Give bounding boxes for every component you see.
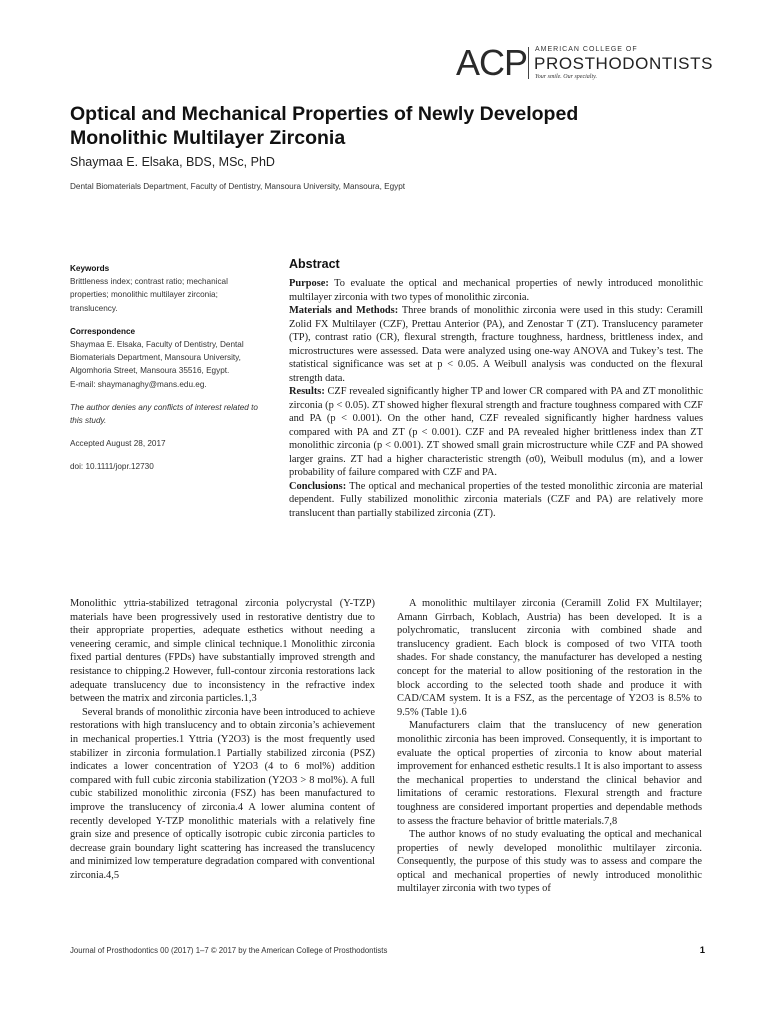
body-paragraph: Monolithic yttria-stabilized tetragonal zirconia polycrystal (Y-TZP) materials have been progressively used in restorative dentistry due to their appropriate properties, adequate esthetics without needing a veneering ceramic, and simple clinical technique.1 Monolithic zirconia fixed partial dentures (FPDs) have substantially improved strength and resistance to chipping.2 However, full-contour zirconia restorations lack adequate translucency due to inconsistency in the refractive index between the matrix and zirconia particles.1,3 <box>70 598 375 705</box>
keywords-text: Brittleness index; contrast ratio; mechanical properties; monolithic multilayer zirconia; translucency. <box>70 277 228 313</box>
correspondence-email[interactable]: E-mail: shaymanaghy@mans.edu.eg. <box>70 379 207 389</box>
accepted-date: Accepted August 28, 2017 <box>70 439 166 449</box>
body-column-right <box>397 597 702 896</box>
abstract-body <box>289 277 703 520</box>
logo-mark: ACP <box>456 42 528 83</box>
abstract-heading: Abstract <box>289 257 340 271</box>
body-paragraph: A monolithic multilayer zirconia (Ceramill Zolid FX Multilayer; Amann Girrbach, Koblach, Austria) has been developed. It is a polychromatic, translucent zirconia with combined shade and translucency gradient. Each block is composed of two VITA tooth shades. For shade constancy, the manufacturer has developed a nesting concept for the material to allow positioning of the restoration in the block according to the selected tooth shade and produce it with CAD/CAM system. It is a FSZ, as the percentage of Y2O3 is 8.5% to 9.5% (Table 1).6 <box>397 598 702 718</box>
page-number: 1 <box>699 945 705 956</box>
paper-affiliation: Dental Biomaterials Department, Faculty of Dentistry, Mansoura University, Mansoura, Egypt <box>70 182 406 191</box>
body-paragraph: The author knows of no study evaluating the optical and mechanical properties of newly developed monolithic multilayer zirconia. Consequently, the purpose of this study was to assess and compare the optical and mechanical properties of newly introduced monolithic multilayer zirconia with two types of <box>397 829 702 895</box>
methods-text: Three brands of monolithic zirconia were used in this study: Ceramill Zolid FX Multilayer (CZF), Prettau Anterior (PA), and Zenostar T (ZT). Translucency parameter (TP), contrast ratio (CR), flexural strength, fracture toughness, hardness, brittleness index, and microstructures were assessed. Data were analyzed using one-way ANOVA and Tukey’s test. The statistical significance was set at p < 0.05. A Weibull analysis was conducted on the flexural strength data. <box>289 305 703 384</box>
abstract <box>289 257 703 520</box>
body-paragraph: Manufacturers claim that the translucency of new generation monolithic zirconia has been improved. Consequently, it is important to evaluate the optical properties of zirconia to know about material improvement for enhanced esthetic results.1 It is also important to assess the mechanical properties to understand the clinical behavior and limitations of ceramic restorations. Flexural strength and fracture toughness are considered important properties and dependable methods to assess the fracture behavior of brittle materials.7,8 <box>397 720 702 827</box>
paper-title: Optical and Mechanical Properties of Newly Developed Monolithic Multilayer Zirconia <box>70 103 579 149</box>
conclusions-text: The optical and mechanical properties of the tested monolithic zirconia are material dependent. Fully stabilized monolithic zirconia materials (CZF and PA) are relatively more translucent than partially stabilized zirconia (ZT). <box>289 480 703 519</box>
results-label: Results: <box>289 386 325 397</box>
body-paragraph: Several brands of monolithic zirconia have been introduced to achieve restorations with high translucency and to obtain zirconia’s achievement in mechanical properties.1 Yttria (Y2O3) is the most frequently used stabilizer in zirconia formulation.1 Partially stabilized zirconia (PSZ) indicates a lower concentration of Y2O3 (4 to 6 mol%) addition compared with full cubic zirconia stabilization (Y2O3 > 8 mol%). A full cubic stabilized monolithic zirconia (FSZ) has been manufactured to improve the translucency of zirconia.4 A lower alumina content of recently developed Y-TZP monolithic materials with a relatively fine grain size and presence of optically isotropic cubic zirconia particles to decrease grain boundary light scattering has increased the translucency and minimized low temperature degradation compared with conventional zirconia.4,5 <box>70 706 375 881</box>
page-footer <box>70 946 705 955</box>
doi[interactable]: doi: 10.1111/jopr.12730 <box>70 462 154 472</box>
purpose-text: To evaluate the optical and mechanical properties of newly introduced monolithic multilayer zirconia with two types of monolithic zirconia. <box>289 278 703 303</box>
journal-citation: Journal of Prosthodontics 00 (2017) 1–7 © 2017 by the American College of Prosthodontists <box>70 946 388 955</box>
conflict-statement: The author denies any conflicts of interest related to this study. <box>70 402 258 426</box>
conclusions-label: Conclusions: <box>289 480 347 492</box>
results-text: CZF revealed significantly higher TP and lower CR compared with PA and ZT monolithic zirconia (p < 0.05). ZT showed higher flexural strength and fracture toughness compared with CZF and PA (p < 0.001). On the other hand, CZF revealed significantly higher hardness values compared with PA and ZT (p < 0.001). CZF and PA revealed higher brittleness index than ZT monolithic zirconia (p < 0.001). ZT showed small grain microstructure while CZF and PA showed larger grains. ZT had a higher characteristic strength (σ0), Weibull modulus (m), and a lower probability of failure compared with CZF and PA. <box>289 386 703 478</box>
sidebar <box>70 262 265 474</box>
acp-logo <box>456 44 716 84</box>
correspondence-heading: Correspondence <box>70 326 136 336</box>
methods-label: Materials and Methods: <box>289 305 399 316</box>
logo-line2: PROSTHODONTISTS <box>534 54 714 73</box>
body-column-left <box>70 597 375 882</box>
logo-tagline: Your smile. Our specialty. <box>535 74 597 80</box>
logo-divider <box>528 47 529 79</box>
paper-authors: Shaymaa E. Elsaka, BDS, MSc, PhD <box>70 155 275 169</box>
keywords-heading: Keywords <box>70 264 110 273</box>
purpose-label: Purpose: <box>289 278 329 289</box>
logo-line1: AMERICAN COLLEGE OF <box>535 46 638 53</box>
correspondence-text: Shaymaa E. Elsaka, Faculty of Dentistry, Dental Biomaterials Department, Mansoura University, Algomhoria Street, Mansoura 35516, Egypt. <box>70 340 244 376</box>
